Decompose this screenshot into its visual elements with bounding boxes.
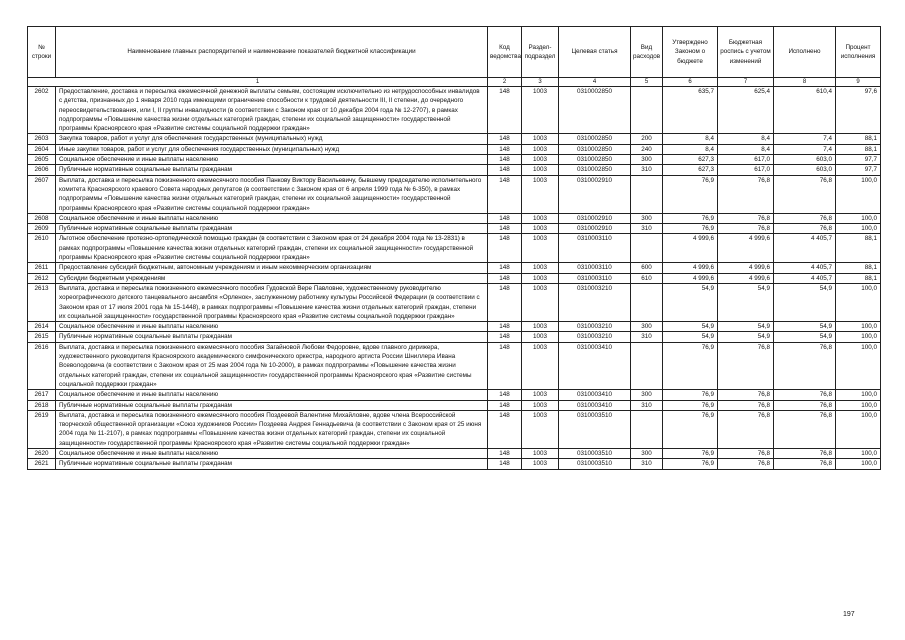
target-article-cell: 0310003510 xyxy=(559,448,631,458)
approved-amount-cell: 8,4 xyxy=(663,134,718,144)
department-code-cell: 148 xyxy=(488,175,522,213)
column-number: 9 xyxy=(836,78,881,87)
executed-amount-cell: 603,0 xyxy=(774,155,836,165)
department-code-cell: 148 xyxy=(488,459,522,469)
table-row xyxy=(28,400,881,410)
row-number-cell: 2608 xyxy=(28,213,56,223)
row-name-cell: Льготное обеспечение протезно-ортопедической помощью граждан (в соответствии с Законом края от 24 декабря 2004 года № 13-2831) в рамках подпрограммы «Повышение качества жизни отдельных категорий граждан, степени их социальной защищенности» государственной программы Красноярского края «Развитие системы социальной поддержки граждан» xyxy=(56,234,488,263)
row-number-cell: 2606 xyxy=(28,165,56,175)
executed-amount-cell: 4 405,7 xyxy=(774,263,836,273)
row-name-cell: Публичные нормативные социальные выплаты гражданам xyxy=(56,224,488,234)
executed-amount-cell: 76,8 xyxy=(774,448,836,458)
department-code-cell: 148 xyxy=(488,224,522,234)
header-row-number: № строки xyxy=(28,27,56,78)
approved-amount-cell: 4 999,6 xyxy=(663,263,718,273)
section-cell: 1003 xyxy=(522,213,559,223)
department-code-cell: 148 xyxy=(488,283,522,321)
row-name-cell: Выплата, доставка и пересылка пожизненного ежемесячного пособия Панкову Виктору Васильевичу, бывшему председателю исполнительного комитета Красноярского краевого Совета народных депутатов (в соответствии с Законом края от 6 апреля 1999 года № 6-350), в рамках подпрограммы «Повышение качества жизни отдельных категорий граждан, степени их социальной защищенности» государственной программы Красноярского края «Развитие системы социальной поддержки граждан» xyxy=(56,175,488,213)
table-row xyxy=(28,144,881,154)
section-cell: 1003 xyxy=(522,390,559,400)
column-number: 3 xyxy=(522,78,559,87)
approved-amount-cell: 76,9 xyxy=(663,390,718,400)
percent-cell: 100,0 xyxy=(836,283,881,321)
column-number: 6 xyxy=(663,78,718,87)
expense-type-cell xyxy=(631,342,663,389)
target-article-cell: 0310003210 xyxy=(559,322,631,332)
row-number-cell: 2614 xyxy=(28,322,56,332)
approved-amount-cell: 76,9 xyxy=(663,410,718,448)
executed-amount-cell: 76,8 xyxy=(774,390,836,400)
row-number-cell: 2604 xyxy=(28,144,56,154)
table-row xyxy=(28,213,881,223)
section-cell: 1003 xyxy=(522,459,559,469)
approved-amount-cell: 76,9 xyxy=(663,400,718,410)
row-name-cell: Предоставление, доставка и пересылка ежемесячной денежной выплаты семьям, состоящим исключительно из нетрудоспособных инвалидов с детства, признанных до 1 января 2010 года имеющими ограничение способности к трудовой деятельности III, II степени, до очередного переосвидетельствования, или I, II группы инвалидности (в соответствии с Законом края от 10 декабря 2004 года № 12-2707), в рамках подпрограммы «Повышение качества жизни отдельных категорий граждан, степени их социальной защищенности» государственной программы Красноярского края «Развитие системы социальной поддержки граждан» xyxy=(56,87,488,134)
row-name-cell: Публичные нормативные социальные выплаты гражданам xyxy=(56,165,488,175)
header-department-code: Код ведомства xyxy=(488,27,522,78)
table-row xyxy=(28,322,881,332)
department-code-cell: 148 xyxy=(488,273,522,283)
executed-amount-cell: 610,4 xyxy=(774,87,836,134)
table-row xyxy=(28,134,881,144)
department-code-cell: 148 xyxy=(488,144,522,154)
row-number-cell: 2607 xyxy=(28,175,56,213)
row-number-cell: 2605 xyxy=(28,155,56,165)
table-row xyxy=(28,390,881,400)
percent-cell: 88,1 xyxy=(836,134,881,144)
row-number-cell: 2619 xyxy=(28,410,56,448)
expense-type-cell xyxy=(631,175,663,213)
section-cell: 1003 xyxy=(522,273,559,283)
header-budget-list: Бюджетная роспись с учетом изменений xyxy=(718,27,774,78)
column-number: 1 xyxy=(28,78,488,87)
row-name-cell: Выплата, доставка и пересылка пожизненного ежемесячного пособия Гудовской Вере Павловне, художественному руководителю хореографического детского танцевального ансамбля «Орленок», заслуженному работнику культуры Российской Федерации (в соответствии с Законом края от 17 июля 2001 года № 15-1448), в рамках подпрограммы «Повышение качества жизни отдельных категорий граждан, степени их социальной защищенности» государственной программы Красноярского края «Развитие системы социальной поддержки граждан» xyxy=(56,283,488,321)
budget-list-amount-cell: 617,0 xyxy=(718,165,774,175)
executed-amount-cell: 54,9 xyxy=(774,283,836,321)
table-row xyxy=(28,155,881,165)
approved-amount-cell: 4 999,6 xyxy=(663,234,718,263)
table-row xyxy=(28,224,881,234)
budget-table xyxy=(27,26,881,470)
budget-list-amount-cell: 76,8 xyxy=(718,410,774,448)
executed-amount-cell: 76,8 xyxy=(774,400,836,410)
budget-list-amount-cell: 76,8 xyxy=(718,448,774,458)
section-cell: 1003 xyxy=(522,283,559,321)
section-cell: 1003 xyxy=(522,87,559,134)
section-cell: 1003 xyxy=(522,165,559,175)
budget-list-amount-cell: 76,8 xyxy=(718,390,774,400)
table-row xyxy=(28,283,881,321)
department-code-cell: 148 xyxy=(488,155,522,165)
target-article-cell: 0310002850 xyxy=(559,155,631,165)
percent-cell: 100,0 xyxy=(836,213,881,223)
approved-amount-cell: 4 999,6 xyxy=(663,273,718,283)
percent-cell: 88,1 xyxy=(836,144,881,154)
expense-type-cell: 310 xyxy=(631,165,663,175)
target-article-cell: 0310003110 xyxy=(559,273,631,283)
executed-amount-cell: 76,8 xyxy=(774,175,836,213)
budget-list-amount-cell: 76,8 xyxy=(718,224,774,234)
section-cell: 1003 xyxy=(522,144,559,154)
row-number-cell: 2603 xyxy=(28,134,56,144)
budget-list-amount-cell: 625,4 xyxy=(718,87,774,134)
approved-amount-cell: 76,9 xyxy=(663,448,718,458)
executed-amount-cell: 54,9 xyxy=(774,332,836,342)
executed-amount-cell: 76,8 xyxy=(774,342,836,389)
budget-list-amount-cell: 76,8 xyxy=(718,342,774,389)
department-code-cell: 148 xyxy=(488,390,522,400)
row-number-cell: 2602 xyxy=(28,87,56,134)
target-article-cell: 0310002910 xyxy=(559,175,631,213)
target-article-cell: 0310002910 xyxy=(559,213,631,223)
approved-amount-cell: 54,9 xyxy=(663,332,718,342)
section-cell: 1003 xyxy=(522,410,559,448)
section-cell: 1003 xyxy=(522,342,559,389)
row-name-cell: Субсидии бюджетным учреждениям xyxy=(56,273,488,283)
row-name-cell: Иные закупки товаров, работ и услуг для обеспечения государственных (муниципальных) нужд xyxy=(56,144,488,154)
executed-amount-cell: 7,4 xyxy=(774,144,836,154)
header-approved: Утверждено Законом о бюджете xyxy=(663,27,718,78)
expense-type-cell: 310 xyxy=(631,400,663,410)
approved-amount-cell: 76,9 xyxy=(663,175,718,213)
expense-type-cell: 300 xyxy=(631,448,663,458)
percent-cell: 100,0 xyxy=(836,410,881,448)
table-header-row xyxy=(28,27,881,78)
expense-type-cell: 310 xyxy=(631,224,663,234)
row-number-cell: 2617 xyxy=(28,390,56,400)
row-name-cell: Социальное обеспечение и иные выплаты населению xyxy=(56,390,488,400)
approved-amount-cell: 627,3 xyxy=(663,165,718,175)
percent-cell: 88,1 xyxy=(836,273,881,283)
target-article-cell: 0310003410 xyxy=(559,390,631,400)
budget-list-amount-cell: 54,9 xyxy=(718,322,774,332)
table-row xyxy=(28,332,881,342)
approved-amount-cell: 8,4 xyxy=(663,144,718,154)
target-article-cell: 0310002850 xyxy=(559,134,631,144)
percent-cell: 100,0 xyxy=(836,175,881,213)
approved-amount-cell: 76,9 xyxy=(663,213,718,223)
budget-list-amount-cell: 76,8 xyxy=(718,175,774,213)
expense-type-cell xyxy=(631,87,663,134)
header-target-article: Целевая статья xyxy=(559,27,631,78)
target-article-cell: 0310002850 xyxy=(559,144,631,154)
approved-amount-cell: 54,9 xyxy=(663,283,718,321)
percent-cell: 97,6 xyxy=(836,87,881,134)
column-number: 7 xyxy=(718,78,774,87)
section-cell: 1003 xyxy=(522,322,559,332)
target-article-cell: 0310003510 xyxy=(559,459,631,469)
expense-type-cell: 300 xyxy=(631,390,663,400)
executed-amount-cell: 603,0 xyxy=(774,165,836,175)
row-number-cell: 2609 xyxy=(28,224,56,234)
row-number-cell: 2621 xyxy=(28,459,56,469)
table-row xyxy=(28,448,881,458)
table-row xyxy=(28,410,881,448)
table-body xyxy=(28,87,881,470)
executed-amount-cell: 4 405,7 xyxy=(774,273,836,283)
percent-cell: 100,0 xyxy=(836,332,881,342)
budget-list-amount-cell: 8,4 xyxy=(718,144,774,154)
column-number-row xyxy=(28,78,881,87)
budget-list-amount-cell: 8,4 xyxy=(718,134,774,144)
percent-cell: 100,0 xyxy=(836,390,881,400)
column-number: 8 xyxy=(774,78,836,87)
department-code-cell: 148 xyxy=(488,87,522,134)
expense-type-cell: 600 xyxy=(631,263,663,273)
expense-type-cell: 310 xyxy=(631,332,663,342)
department-code-cell: 148 xyxy=(488,165,522,175)
department-code-cell: 148 xyxy=(488,332,522,342)
target-article-cell: 0310003110 xyxy=(559,234,631,263)
department-code-cell: 148 xyxy=(488,448,522,458)
expense-type-cell: 610 xyxy=(631,273,663,283)
executed-amount-cell: 54,9 xyxy=(774,322,836,332)
table-row xyxy=(28,234,881,263)
executed-amount-cell: 76,8 xyxy=(774,213,836,223)
target-article-cell: 0310002910 xyxy=(559,224,631,234)
approved-amount-cell: 76,9 xyxy=(663,224,718,234)
expense-type-cell: 240 xyxy=(631,144,663,154)
row-number-cell: 2620 xyxy=(28,448,56,458)
department-code-cell: 148 xyxy=(488,263,522,273)
percent-cell: 100,0 xyxy=(836,322,881,332)
row-name-cell: Публичные нормативные социальные выплаты гражданам xyxy=(56,400,488,410)
percent-cell: 97,7 xyxy=(836,165,881,175)
section-cell: 1003 xyxy=(522,400,559,410)
target-article-cell: 0310003410 xyxy=(559,342,631,389)
section-cell: 1003 xyxy=(522,134,559,144)
row-number-cell: 2615 xyxy=(28,332,56,342)
section-cell: 1003 xyxy=(522,263,559,273)
department-code-cell: 148 xyxy=(488,400,522,410)
department-code-cell: 148 xyxy=(488,410,522,448)
percent-cell: 100,0 xyxy=(836,224,881,234)
section-cell: 1003 xyxy=(522,332,559,342)
page-number: 197 xyxy=(843,611,855,618)
row-number-cell: 2612 xyxy=(28,273,56,283)
table-row xyxy=(28,342,881,389)
table-row xyxy=(28,459,881,469)
expense-type-cell: 300 xyxy=(631,322,663,332)
approved-amount-cell: 635,7 xyxy=(663,87,718,134)
row-name-cell: Социальное обеспечение и иные выплаты населению xyxy=(56,448,488,458)
target-article-cell: 0310003210 xyxy=(559,332,631,342)
target-article-cell: 0310003210 xyxy=(559,283,631,321)
approved-amount-cell: 54,9 xyxy=(663,322,718,332)
table-row xyxy=(28,273,881,283)
header-section: Раздел-подраздел xyxy=(522,27,559,78)
table-row xyxy=(28,263,881,273)
department-code-cell: 148 xyxy=(488,322,522,332)
column-number: 4 xyxy=(559,78,631,87)
executed-amount-cell: 4 405,7 xyxy=(774,234,836,263)
header-name: Наименование главных распорядителей и наименование показателей бюджетной классификации xyxy=(56,27,488,78)
percent-cell: 100,0 xyxy=(836,459,881,469)
percent-cell: 97,7 xyxy=(836,155,881,165)
row-number-cell: 2618 xyxy=(28,400,56,410)
expense-type-cell: 300 xyxy=(631,213,663,223)
executed-amount-cell: 76,8 xyxy=(774,410,836,448)
target-article-cell: 0310003510 xyxy=(559,410,631,448)
executed-amount-cell: 7,4 xyxy=(774,134,836,144)
row-number-cell: 2613 xyxy=(28,283,56,321)
section-cell: 1003 xyxy=(522,224,559,234)
expense-type-cell xyxy=(631,283,663,321)
row-name-cell: Публичные нормативные социальные выплаты гражданам xyxy=(56,459,488,469)
section-cell: 1003 xyxy=(522,155,559,165)
row-number-cell: 2610 xyxy=(28,234,56,263)
percent-cell: 100,0 xyxy=(836,400,881,410)
target-article-cell: 0310002850 xyxy=(559,165,631,175)
row-number-cell: 2616 xyxy=(28,342,56,389)
row-name-cell: Выплата, доставка и пересылка пожизненного ежемесячного пособия Загайновой Любови Федоровне, вдове главного дирижера, художественного руководителя Красноярского академического симфонического оркестра, народного артиста России Шниллера Ивана Всеволодовича (в соответствии с Законом края от 25 мая 2004 года № 10-2000), в рамках подпрограммы «Повышение качества жизни отдельных категорий граждан, степени их социальной защищенности» государственной программы Красноярского края «Развитие системы социальной поддержки граждан» xyxy=(56,342,488,389)
budget-list-amount-cell: 54,9 xyxy=(718,283,774,321)
approved-amount-cell: 76,9 xyxy=(663,459,718,469)
budget-list-amount-cell: 76,8 xyxy=(718,213,774,223)
row-name-cell: Закупка товаров, работ и услуг для обеспечения государственных (муниципальных) нужд xyxy=(56,134,488,144)
budget-list-amount-cell: 76,8 xyxy=(718,459,774,469)
percent-cell: 100,0 xyxy=(836,342,881,389)
expense-type-cell xyxy=(631,410,663,448)
header-expense-type: Вид расходов xyxy=(631,27,663,78)
budget-list-amount-cell: 54,9 xyxy=(718,332,774,342)
percent-cell: 88,1 xyxy=(836,263,881,273)
section-cell: 1003 xyxy=(522,175,559,213)
budget-list-amount-cell: 4 999,6 xyxy=(718,263,774,273)
department-code-cell: 148 xyxy=(488,234,522,263)
expense-type-cell: 310 xyxy=(631,459,663,469)
row-name-cell: Предоставление субсидий бюджетным, автономным учреждениям и иным некоммерческим организациям xyxy=(56,263,488,273)
percent-cell: 100,0 xyxy=(836,448,881,458)
header-executed: Исполнено xyxy=(774,27,836,78)
department-code-cell: 148 xyxy=(488,213,522,223)
column-number: 2 xyxy=(488,78,522,87)
table-row xyxy=(28,175,881,213)
executed-amount-cell: 76,8 xyxy=(774,224,836,234)
budget-list-amount-cell: 4 999,6 xyxy=(718,234,774,263)
approved-amount-cell: 627,3 xyxy=(663,155,718,165)
row-name-cell: Социальное обеспечение и иные выплаты населению xyxy=(56,155,488,165)
row-name-cell: Выплата, доставка и пересылка пожизненного ежемесячного пособия Поздеевой Валентине Михайловне, вдове члена Всероссийской творческой общественной организации «Союз художников России» Поздеева Андрея Геннадьевича (в соответствии с Законом края от 25 июня 2004 года № 11-2107), в рамках подпрограммы «Повышение качества жизни отдельных категорий граждан, степени их социальной защищенности» государственной программы Красноярского края «Развитие системы социальной поддержки граждан» xyxy=(56,410,488,448)
executed-amount-cell: 76,8 xyxy=(774,459,836,469)
column-number: 5 xyxy=(631,78,663,87)
section-cell: 1003 xyxy=(522,448,559,458)
target-article-cell: 0310003110 xyxy=(559,263,631,273)
percent-cell: 88,1 xyxy=(836,234,881,263)
expense-type-cell: 300 xyxy=(631,155,663,165)
department-code-cell: 148 xyxy=(488,342,522,389)
expense-type-cell xyxy=(631,234,663,263)
target-article-cell: 0310002850 xyxy=(559,87,631,134)
row-number-cell: 2611 xyxy=(28,263,56,273)
section-cell: 1003 xyxy=(522,234,559,263)
budget-list-amount-cell: 4 999,6 xyxy=(718,273,774,283)
header-percent: Процент исполнения xyxy=(836,27,881,78)
budget-list-amount-cell: 76,8 xyxy=(718,400,774,410)
budget-list-amount-cell: 617,0 xyxy=(718,155,774,165)
department-code-cell: 148 xyxy=(488,134,522,144)
target-article-cell: 0310003410 xyxy=(559,400,631,410)
row-name-cell: Публичные нормативные социальные выплаты гражданам xyxy=(56,332,488,342)
expense-type-cell: 200 xyxy=(631,134,663,144)
row-name-cell: Социальное обеспечение и иные выплаты населению xyxy=(56,213,488,223)
approved-amount-cell: 76,9 xyxy=(663,342,718,389)
row-name-cell: Социальное обеспечение и иные выплаты населению xyxy=(56,322,488,332)
table-row xyxy=(28,87,881,134)
table-row xyxy=(28,165,881,175)
